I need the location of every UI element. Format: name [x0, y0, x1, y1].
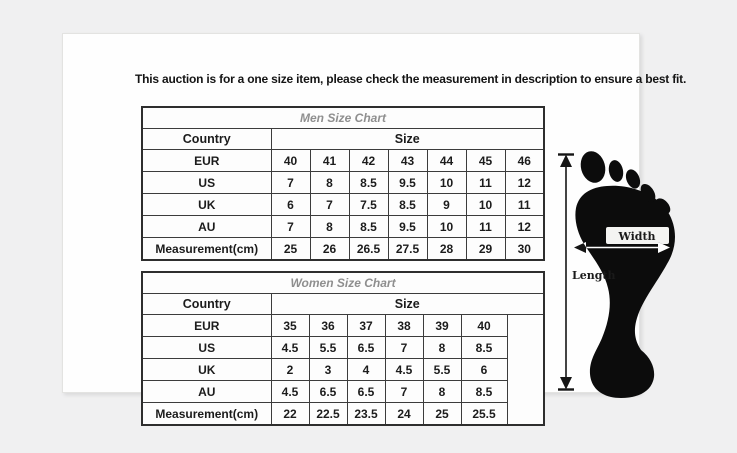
size-cell: 35 [271, 315, 309, 337]
table-row [142, 216, 544, 238]
row-label: US [142, 337, 271, 359]
men-country-header: Country [142, 129, 271, 150]
size-cell: 5.5 [423, 359, 461, 381]
size-cell: 40 [461, 315, 507, 337]
size-cell: 9.5 [388, 172, 427, 194]
size-cell: 11 [466, 216, 505, 238]
size-cell: 6.5 [309, 381, 347, 403]
size-cell: 11 [505, 194, 544, 216]
size-cell: 7.5 [349, 194, 388, 216]
size-cell: 12 [505, 172, 544, 194]
women-chart-header-row [142, 294, 544, 315]
size-cell: 36 [309, 315, 347, 337]
table-row [142, 403, 544, 426]
size-cell: 37 [347, 315, 385, 337]
size-cell: 10 [466, 194, 505, 216]
size-cell: 8 [310, 172, 349, 194]
size-cell: 8.5 [461, 337, 507, 359]
women-size-header: Size [271, 294, 544, 315]
men-chart-title: Men Size Chart [142, 107, 544, 129]
size-cell: 7 [310, 194, 349, 216]
size-cell: 29 [466, 238, 505, 261]
size-cell: 10 [427, 216, 466, 238]
size-cell: 25.5 [461, 403, 507, 426]
size-cell: 43 [388, 150, 427, 172]
empty-size-cell [507, 315, 544, 426]
size-cell: 39 [423, 315, 461, 337]
size-cell: 2 [271, 359, 309, 381]
size-cell: 6.5 [347, 337, 385, 359]
auction-notice-text: This auction is for a one size item, please check the measurement in description to ensure a best fit. [135, 72, 687, 86]
men-chart-title-row [142, 107, 544, 129]
size-cell: 44 [427, 150, 466, 172]
table-row [142, 315, 544, 337]
row-label: EUR [142, 315, 271, 337]
size-cell: 23.5 [347, 403, 385, 426]
size-cell: 42 [349, 150, 388, 172]
size-cell: 38 [385, 315, 423, 337]
size-cell: 45 [466, 150, 505, 172]
table-row [142, 172, 544, 194]
table-row [142, 194, 544, 216]
size-cell: 46 [505, 150, 544, 172]
length-label: Length [572, 269, 616, 282]
size-cell: 8.5 [349, 172, 388, 194]
women-chart-title-row [142, 272, 544, 294]
table-row [142, 337, 544, 359]
row-label: Measurement(cm) [142, 238, 271, 261]
row-label: UK [142, 194, 271, 216]
size-cell: 3 [309, 359, 347, 381]
women-chart-title: Women Size Chart [142, 272, 544, 294]
size-cell: 8.5 [388, 194, 427, 216]
size-cell: 7 [385, 381, 423, 403]
size-cell: 10 [427, 172, 466, 194]
size-cell: 4.5 [271, 381, 309, 403]
size-cell: 22.5 [309, 403, 347, 426]
size-cell: 25 [271, 238, 310, 261]
women-country-header: Country [142, 294, 271, 315]
size-cell: 8 [423, 337, 461, 359]
men-size-chart [141, 106, 545, 261]
big-toe [577, 148, 608, 185]
size-cell: 5.5 [309, 337, 347, 359]
size-cell: 7 [271, 216, 310, 238]
listing-image-sheet [62, 33, 687, 421]
size-cell: 22 [271, 403, 309, 426]
size-cell: 11 [466, 172, 505, 194]
table-row [142, 238, 544, 261]
size-cell: 4.5 [385, 359, 423, 381]
size-cell: 26.5 [349, 238, 388, 261]
table-row [142, 359, 544, 381]
table-row [142, 150, 544, 172]
size-cell: 8 [310, 216, 349, 238]
size-cell: 4.5 [271, 337, 309, 359]
row-label: AU [142, 381, 271, 403]
size-cell: 25 [423, 403, 461, 426]
width-label: Width [618, 230, 656, 243]
women-size-chart [141, 271, 545, 426]
size-cell: 9 [427, 194, 466, 216]
size-cell: 40 [271, 150, 310, 172]
row-label: UK [142, 359, 271, 381]
size-cell: 28 [427, 238, 466, 261]
size-cell: 6 [461, 359, 507, 381]
size-cell: 30 [505, 238, 544, 261]
men-chart-header-row [142, 129, 544, 150]
row-label: US [142, 172, 271, 194]
men-size-header: Size [271, 129, 544, 150]
size-cell: 26 [310, 238, 349, 261]
size-cell: 8.5 [349, 216, 388, 238]
row-label: Measurement(cm) [142, 403, 271, 426]
row-label: EUR [142, 150, 271, 172]
foot-measurement-diagram [548, 134, 710, 426]
size-cell: 41 [310, 150, 349, 172]
table-row [142, 381, 544, 403]
size-cell: 8.5 [461, 381, 507, 403]
size-cell: 6.5 [347, 381, 385, 403]
row-label: AU [142, 216, 271, 238]
size-cell: 4 [347, 359, 385, 381]
toe [607, 159, 625, 183]
size-cell: 12 [505, 216, 544, 238]
size-cell: 24 [385, 403, 423, 426]
size-cell: 9.5 [388, 216, 427, 238]
size-cell: 8 [423, 381, 461, 403]
size-cell: 7 [385, 337, 423, 359]
size-cell: 27.5 [388, 238, 427, 261]
size-cell: 6 [271, 194, 310, 216]
size-cell: 7 [271, 172, 310, 194]
